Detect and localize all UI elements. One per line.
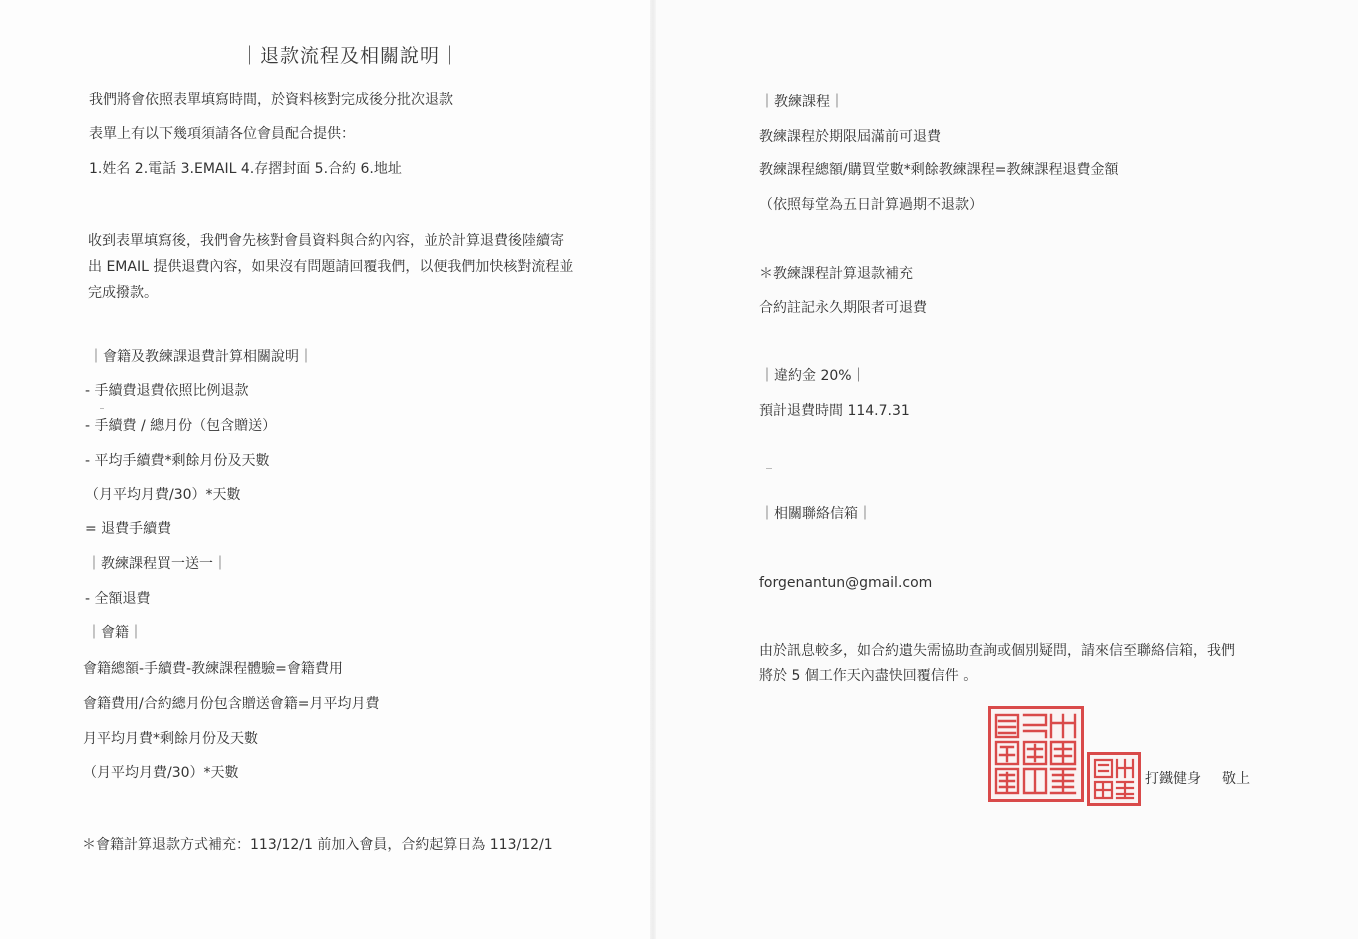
coach-item-2: 教練課程總額/購買堂數*剩餘教練課程=教練課程退費金額 xyxy=(759,162,1119,178)
closing-line-1: 由於訊息較多，如合約遺失需協助查詢或個別疑問，請來信至聯絡信箱，我們 xyxy=(759,643,1235,659)
fee-item-5: = 退費手續費 xyxy=(85,521,172,537)
coach-supplement-text: 合約註記永久期限者可退費 xyxy=(759,300,927,316)
process-paragraph-line-3: 完成撥款。 xyxy=(88,285,158,301)
company-seal xyxy=(988,706,1084,802)
personal-seal-glyphs xyxy=(1090,755,1138,803)
signature-name: 打鐵健身 xyxy=(1145,771,1201,787)
contact-email: forgenantun@gmail.com xyxy=(759,575,933,591)
personal-seal xyxy=(1087,752,1141,806)
section-heading-coach: ｜教練課程｜ xyxy=(760,94,844,110)
fee-item-1: - 手續費退費依照比例退款 xyxy=(85,383,249,399)
signature-regards: 敬上 xyxy=(1222,771,1250,787)
membership-item-2: 會籍費用/合約總月份包含贈送會籍=月平均月費 xyxy=(83,696,380,712)
process-paragraph-line-1: 收到表單填寫後，我們會先核對會員資料與合約內容，並於計算退費後陸續寄 xyxy=(88,233,564,249)
company-seal-glyphs xyxy=(991,709,1081,799)
page-title: ｜退款流程及相關說明｜ xyxy=(240,45,461,67)
fee-item-4: （月平均月費/30）*天數 xyxy=(85,487,241,503)
coach-item-1: 教練課程於期限屆滿前可退費 xyxy=(759,129,941,145)
coach-supplement-heading: ＊教練課程計算退款補充 xyxy=(759,266,913,282)
coach-bogo-item: - 全額退費 xyxy=(85,591,151,607)
coach-item-3: （依照每堂為五日計算過期不退款） xyxy=(759,197,983,213)
intro-line-2: 表單上有以下幾項須請各位會員配合提供： xyxy=(89,126,355,142)
section-heading-penalty: ｜違約金 20%｜ xyxy=(760,368,866,384)
section-heading-membership-coach: ｜會籍及教練課退費計算相關說明｜ xyxy=(89,349,313,365)
process-paragraph xyxy=(88,228,588,306)
closing-line-2: 將於 5 個工作天內盡快回覆信件 。 xyxy=(759,668,978,684)
fee-item-3: - 平均手續費*剩餘月份及天數 xyxy=(85,453,270,469)
scan-mark xyxy=(766,468,772,469)
section-heading-membership: ｜會籍｜ xyxy=(87,625,143,641)
process-paragraph-line-2: 出 EMAIL 提供退費內容，如果沒有問題請回覆我們，以便我們加快核對流程並 xyxy=(88,259,574,275)
membership-footnote: ＊會籍計算退款方式補充：113/12/1 前加入會員，合約起算日為 113/12/1 xyxy=(82,837,553,853)
membership-item-3: 月平均月費*剩餘月份及天數 xyxy=(83,731,258,747)
membership-item-1: 會籍總額-手續費-教練課程體驗=會籍費用 xyxy=(83,661,343,677)
membership-item-4: （月平均月費/30）*天數 xyxy=(83,765,239,781)
section-heading-contact: ｜相關聯絡信箱｜ xyxy=(760,506,872,522)
scan-mark xyxy=(100,408,104,409)
required-items-list: 1.姓名 2.電話 3.EMAIL 4.存摺封面 5.合約 6.地址 xyxy=(89,161,402,177)
refund-date-text: 預計退費時間 114.7.31 xyxy=(759,403,910,419)
fee-item-2: - 手續費 / 總月份（包含贈送） xyxy=(85,418,277,434)
intro-line-1: 我們將會依照表單填寫時間，於資料核對完成後分批次退款 xyxy=(89,92,453,108)
page-gutter xyxy=(650,0,656,939)
section-heading-coach-bogo: ｜教練課程買一送一｜ xyxy=(87,556,227,572)
